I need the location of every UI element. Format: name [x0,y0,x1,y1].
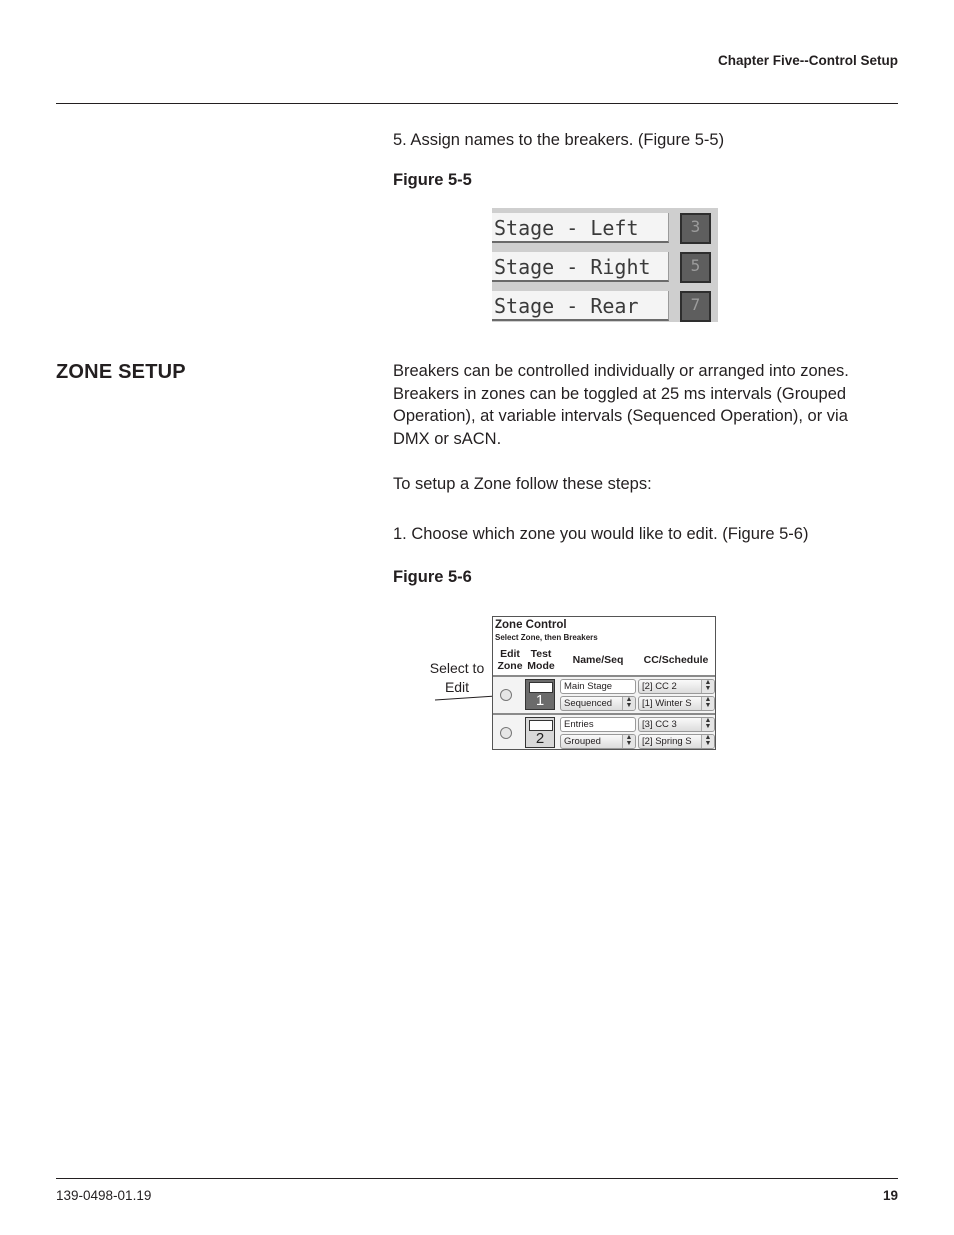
column-header-line: Zone [497,660,523,672]
breaker-number-button[interactable]: 7 [680,291,711,322]
figure-5-5-label: Figure 5-5 [393,171,472,189]
sequence-select[interactable] [560,696,636,711]
sequence-select[interactable] [560,734,636,749]
schedule-select[interactable] [638,696,715,711]
cc-select[interactable] [638,679,715,694]
zone-test-button[interactable] [525,717,555,748]
column-header-test-mode [525,648,557,672]
paragraph-line: Breakers in zones can be toggled at 25 ms intervals (Grouped [393,384,847,403]
zone-name-field[interactable]: Entries [560,717,636,732]
breaker-name-field[interactable]: Stage - Right [492,252,669,282]
zone-row [493,675,715,713]
column-header-name-seq: Name/Seq [572,654,624,666]
step-5-text: 5. Assign names to the breakers. (Figure 5-5) [393,131,725,149]
document-number: 139-0498-01.19 [56,1188,152,1203]
breaker-number-button[interactable]: 5 [680,252,711,283]
cc-select-value: [2] CC 2 [642,681,677,692]
column-header-line: Mode [527,660,555,672]
zone-test-button[interactable] [525,679,555,710]
select-arrows-icon: ▲ ▼ [701,680,714,693]
figure-5-6-label: Figure 5-6 [393,568,472,586]
sequence-select-value: Grouped [564,736,601,747]
page-number: 19 [882,1188,898,1203]
cc-select-value: [3] CC 3 [642,719,677,730]
header-rule [56,103,898,104]
chapter-title: Chapter Five--Control Setup [717,53,898,68]
paragraph-line: Operation), at variable intervals (Sequenced Operation), or via [393,407,848,426]
section-heading-zone-setup: ZONE SETUP [56,361,186,383]
select-arrows-icon: ▲ ▼ [701,718,714,731]
select-arrows-icon: ▲ ▼ [622,697,635,710]
paragraph-line: Breakers can be controlled individually or arranged into zones. [393,362,849,380]
breaker-name-field[interactable]: Stage - Rear [492,291,669,321]
edit-zone-radio[interactable] [500,689,512,701]
schedule-select-value: [1] Winter S [642,698,692,709]
breaker-row [492,288,718,322]
column-header-edit-zone [495,648,525,672]
select-arrows-icon: ▲ ▼ [701,735,714,748]
select-arrows-icon: ▲ ▼ [622,735,635,748]
breaker-name-field[interactable]: Stage - Left [492,213,669,243]
cc-select[interactable] [638,717,715,732]
step-1-text: 1. Choose which zone you would like to edit. (Figure 5-6) [393,525,809,543]
footer-rule [56,1178,898,1179]
paragraph-line: DMX or sACN. [393,429,502,448]
schedule-select[interactable] [638,734,715,749]
callout-line: Select to [429,660,485,676]
breaker-row [492,210,718,246]
column-header-cc-schedule: CC/Schedule [643,654,709,666]
zone-setup-paragraph [393,360,898,450]
edit-zone-radio[interactable] [500,727,512,739]
column-header-line: Test [530,648,552,660]
zone-setup-intro: To setup a Zone follow these steps: [393,475,652,493]
breaker-row [492,249,718,285]
schedule-select-value: [2] Spring S [642,736,692,747]
panel-title: Zone Control [495,619,567,631]
figure-5-5-breaker-names [492,208,718,322]
select-arrows-icon: ▲ ▼ [701,697,714,710]
breaker-number-button[interactable]: 3 [680,213,711,244]
zone-number: 2 [535,730,545,747]
column-header-line: Edit [500,648,520,660]
zone-row [493,713,715,750]
callout-line: Edit [444,679,470,695]
panel-subtitle: Select Zone, then Breakers [495,633,598,642]
zone-name-field[interactable]: Main Stage [560,679,636,694]
sequence-select-value: Sequenced [564,698,613,709]
zone-control-panel [492,616,716,750]
zone-number: 1 [535,692,545,709]
